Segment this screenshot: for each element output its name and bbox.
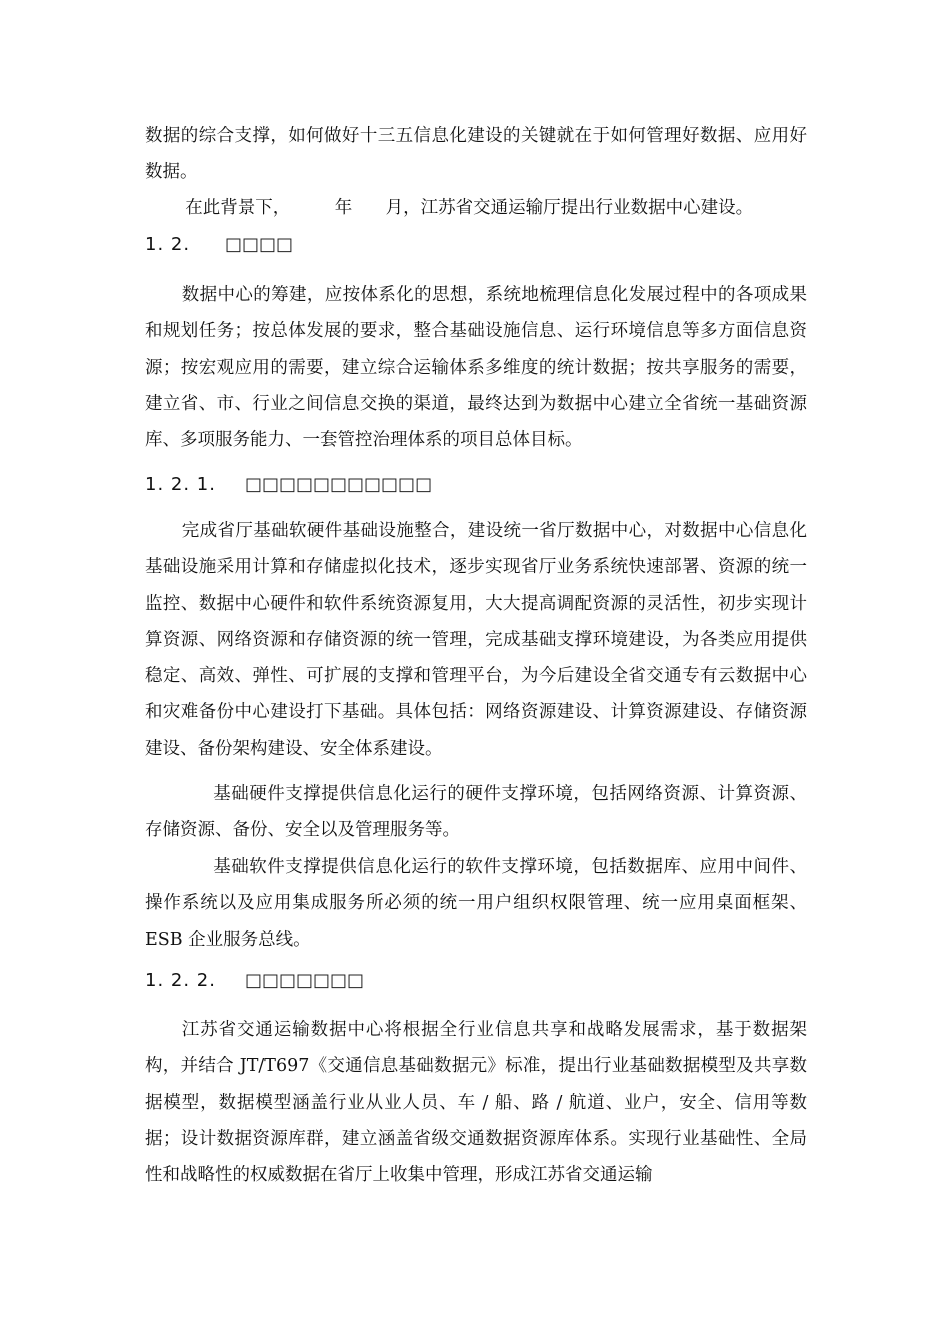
heading-number: 1. 2. 1. <box>145 474 216 495</box>
paragraph-continuation: 数据的综合支撑，如何做好十三五信息化建设的关键就在于如何管理好数据、应用好数据。 <box>145 126 807 183</box>
section-heading-1-2 <box>145 230 293 260</box>
paragraph-data-model: 江苏省交通运输数据中心将根据全行业信息共享和战略发展需求，基于数据架构，并结合 JT/T697《交通信息基础数据元》标准，提出行业基础数据模型及共享数据模型，数据模型涵盖行业从业人员、车 / 船、路 / 航道、业户，安全、信用等数据；设计数据资源库群，建立涵盖省级交通数据资源库体系。实现行业基础性、全局性和战略性的权威数据在省厅上收集中管理，形成江苏省交通运输 <box>145 1020 807 1186</box>
section-heading-1-2-1 <box>145 470 432 500</box>
heading-title: □□□□□□□□□□□ <box>245 474 433 495</box>
paragraph-infrastructure: 完成省厅基础软硬件基础设施整合，建设统一省厅数据中心，对数据中心信息化基础设施采用计算和存储虚拟化技术，逐步实现省厅业务系统快速部署、资源的统一监控、数据中心硬件和软件系统资源复用，大大提高调配资源的灵活性，初步实现计算资源、网络资源和存储资源的统一管理，完成基础支撑环境建设，为各类应用提供稳定、高效、弹性、可扩展的支撑和管理平台，为今后建设全省交通专有云数据中心和灾难备份中心建设打下基础。具体包括：网络资源建设、计算资源建设、存储资源建设、备份架构建设、安全体系建设。 <box>145 521 807 759</box>
heading-title: □□□□ <box>225 234 294 255</box>
heading-title: □□□□□□□ <box>245 970 365 991</box>
paragraph-background: 在此背景下， 年 月，江苏省交通运输厅提出行业数据中心建设。 <box>185 198 754 218</box>
heading-number: 1. 2. <box>145 234 191 255</box>
heading-number: 1. 2. 2. <box>145 970 216 991</box>
paragraph-software-support: 基础软件支撑提供信息化运行的软件支撑环境，包括数据库、应用中间件、操作系统以及应用集成服务所必须的统一用户组织权限管理、统一应用桌面框架、ESB 企业服务总线。 <box>145 857 807 950</box>
paragraph-hardware-support: 基础硬件支撑提供信息化运行的硬件支撑环境，包括网络资源、计算资源、存储资源、备份、安全以及管理服务等。 <box>145 784 807 841</box>
paragraph-data-center-goals: 数据中心的筹建，应按体系化的思想，系统地梳理信息化发展过程中的各项成果和规划任务；按总体发展的要求，整合基础设施信息、运行环境信息等多方面信息资源；按宏观应用的需要，建立综合运输体系多维度的统计数据；按共享服务的需要，建立省、市、行业之间信息交换的渠道，最终达到为数据中心建立全省统一基础资源库、多项服务能力、一套管控治理体系的项目总体目标。 <box>145 285 807 451</box>
section-heading-1-2-2 <box>145 966 364 996</box>
